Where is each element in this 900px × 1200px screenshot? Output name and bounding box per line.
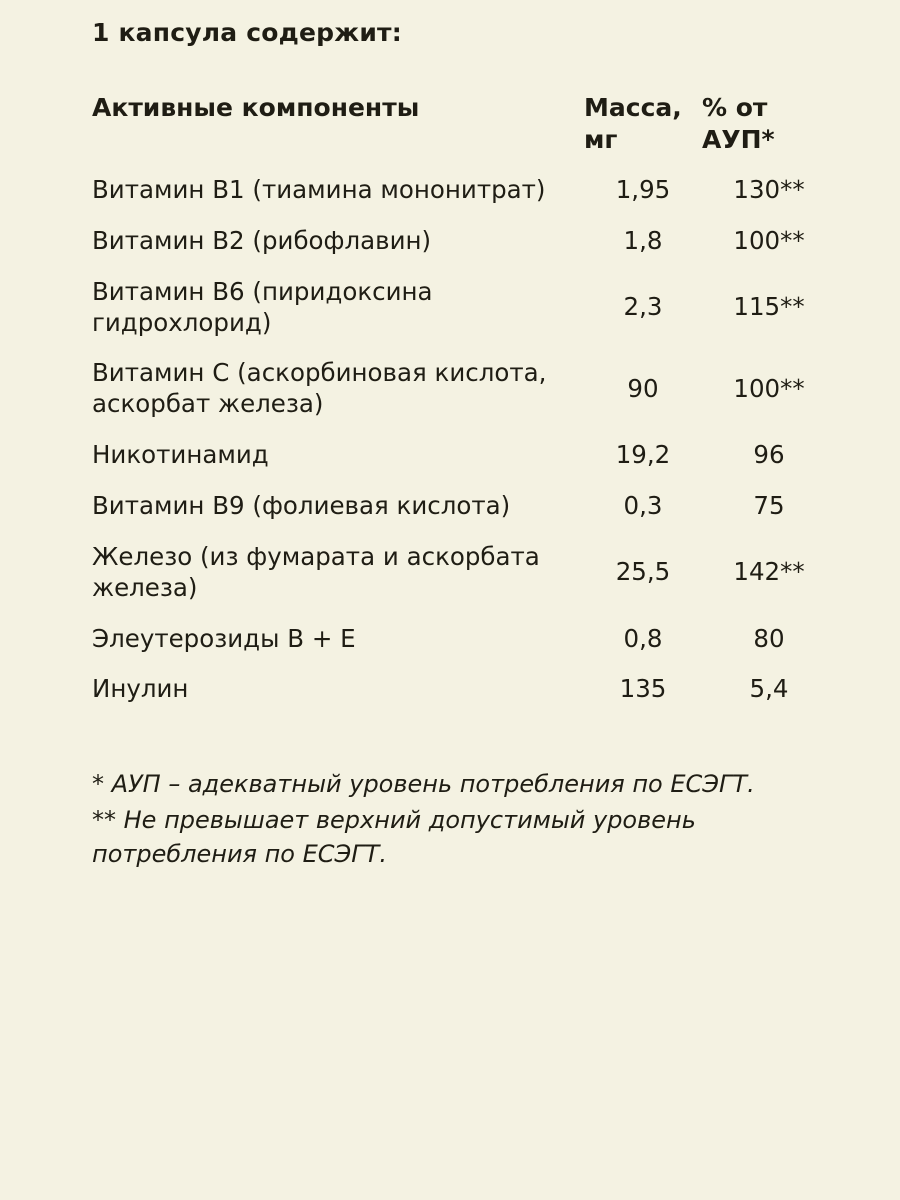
ingredient-name: Никотинамид (92, 440, 269, 470)
ingredient-mass: 0,8 (623, 623, 663, 653)
ingredients-table (92, 92, 836, 715)
ingredient-mass: 1,8 (623, 225, 663, 255)
serving-intro: 1 капсула содержит: (92, 18, 402, 47)
column-header-mass (584, 92, 702, 165)
table-row (92, 165, 836, 216)
ingredient-name: Витамин B6 (пиридоксина гидрохлорид) (92, 276, 433, 337)
column-header-percent (702, 92, 836, 165)
ingredient-percent: 5,4 (749, 674, 789, 704)
table-row (92, 216, 836, 267)
ingredient-percent: 142** (733, 557, 805, 587)
table-row (92, 532, 836, 614)
footnote-upper-limit: ** Не превышает верхний допустимый уровень потребления по ЕСЭГТ. (92, 806, 696, 869)
ingredient-mass: 135 (619, 674, 667, 704)
footnote-aup: * АУП – адекватный уровень потребления по ЕСЭГТ. (92, 770, 755, 799)
ingredient-name: Витамин B9 (фолиевая кислота) (92, 491, 511, 521)
ingredient-percent: 96 (753, 440, 785, 470)
ingredient-name: Железо (из фумарата и аскорбата железа) (92, 541, 540, 602)
ingredient-percent: 80 (753, 623, 785, 653)
table-row (92, 664, 836, 715)
ingredient-mass: 90 (627, 373, 659, 403)
column-header-name: Активные компоненты (92, 93, 420, 122)
table-row (92, 614, 836, 665)
column-header-percent-line1: % от (702, 93, 768, 122)
table-body (92, 165, 836, 715)
ingredient-percent: 100** (733, 373, 805, 403)
ingredient-mass: 1,95 (615, 175, 671, 204)
ingredient-name: Инулин (92, 674, 189, 704)
ingredient-mass: 19,2 (615, 440, 671, 470)
ingredient-name: Витамин B1 (тиамина мононитрат) (92, 175, 546, 204)
table-head (92, 92, 836, 165)
ingredient-percent: 130** (733, 175, 805, 204)
table-row (92, 267, 836, 349)
ingredient-name: Витамин C (аскорбиновая кислота, аскорбат железа) (92, 358, 547, 419)
column-header-mass-line2: мг (584, 124, 618, 154)
table-row (92, 481, 836, 532)
table-header-row (92, 92, 836, 165)
ingredient-mass: 25,5 (615, 557, 671, 587)
ingredient-mass: 2,3 (623, 292, 663, 322)
table-row (92, 348, 836, 430)
column-header-mass-line1: Масса, (584, 93, 682, 122)
ingredient-name: Витамин B2 (рибофлавин) (92, 225, 432, 255)
ingredient-mass: 0,3 (623, 491, 663, 521)
ingredient-name: Элеутерозиды B + E (92, 623, 356, 653)
ingredient-percent: 115** (733, 292, 805, 322)
ingredient-percent: 75 (753, 491, 785, 521)
column-header-percent-line2: АУП* (702, 124, 775, 154)
ingredient-percent: 100** (733, 225, 805, 255)
table-row (92, 430, 836, 481)
footnotes (92, 767, 812, 871)
